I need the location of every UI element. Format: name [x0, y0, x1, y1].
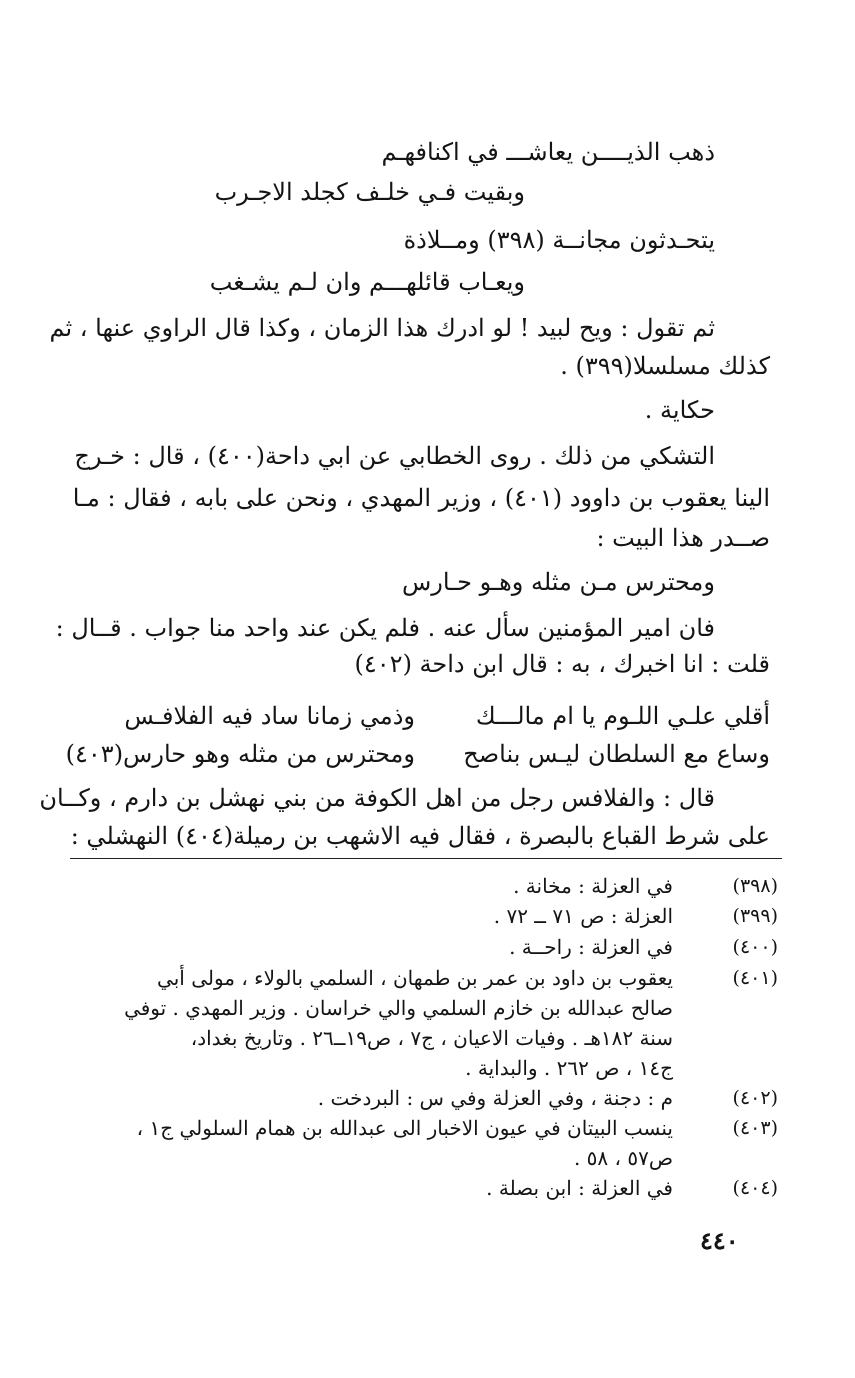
para3-line2: قلت : انا اخبرك ، به : قال ابن داحة (٤٠٢) [354, 650, 770, 678]
para2-line2: الينا يعقوب بن داوود (٤٠١) ، وزير المهدي ، ونحن على بابه ، فقال : مـا [72, 484, 770, 512]
verse-single: ومحترس مـن مثله وهـو حـارس [401, 568, 715, 596]
para1-line1: ثم تقول : ويح لبيد ! لو ادرك هذا الزمان ، وكذا قال الراوي عنها ، ثم [49, 314, 715, 342]
para3-line1: فان امير المؤمنين سأل عنه . فلم يكن عند واحد منا جواب . قــال : [55, 614, 715, 642]
page-number: ٤٤٠ [700, 1226, 739, 1255]
para2-line1: التشكي من ذلك . روى الخطابي عن ابي داحة(٤٠٠) ، قال : خـرج [74, 442, 715, 470]
footnote-number: (٣٩٨) [732, 875, 778, 897]
poem1-line3: يتحـدثون مجانــة (٣٩٨) ومــلاذة [403, 226, 715, 254]
footnote-text: صالح عبدالله بن خازم السلمي والي خراسان . وزير المهدي . توفي [124, 996, 673, 1020]
para4-line1: قال : والفلافس رجل من اهل الكوفة من بني نهشل بن دارم ، وكــان [39, 784, 715, 812]
footnote-separator [70, 858, 782, 859]
footnote-text: في العزلة : ابن بصلة . [486, 1176, 673, 1200]
poem1-line2: وبقيت فـي خلـف كجلد الاجـرب [214, 178, 525, 206]
poem2-row1-right: أقلي علـي اللـوم يا ام مالـــك [475, 702, 770, 730]
poem1-line4: ويعـاب قائلهـــم وان لـم يشـغب [209, 268, 525, 296]
footnote-text: ص٥٧ ، ٥٨ . [573, 1146, 673, 1170]
footnote-text: في العزلة : مخانة . [513, 874, 673, 898]
poem2-row1-left: وذمي زمانا ساد فيه الفلافـس [124, 702, 415, 730]
section-heading: حكاية . [644, 396, 715, 424]
poem1-line1: ذهب الذيــــن يعاشـــ في اكنافهـم [381, 138, 715, 166]
footnote-number: (٤٠٢) [732, 1087, 778, 1109]
footnote-number: (٤٠٣) [732, 1117, 778, 1139]
poem2-row2-right: وساع مع السلطان ليـس بناصح [463, 740, 770, 768]
footnote-text: في العزلة : راحــة . [509, 935, 673, 959]
footnote-text: ينسب البيتان في عيون الاخبار الى عبدالله بن همام السلولي ج١ ، [136, 1116, 673, 1140]
footnote-number: (٣٩٩) [732, 905, 778, 927]
footnote-number: (٤٠٤) [732, 1177, 778, 1199]
footnote-number: (٤٠١) [732, 967, 778, 989]
para2-line3: صــدر هذا البيت : [596, 524, 770, 552]
footnote-text: يعقوب بن داود بن عمر بن طمهان ، السلمي بالولاء ، مولى أبي [157, 966, 673, 990]
footnote-text: م : دجنة ، وفي العزلة وفي س : البردخت . [317, 1086, 673, 1110]
para4-line2: على شرط القباع بالبصرة ، فقال فيه الاشهب بن رميلة(٤٠٤) النهشلي : [70, 822, 770, 850]
footnote-number: (٤٠٠) [732, 936, 778, 958]
footnote-text: سنة ١٨٢هـ . وفيات الاعيان ، ج٧ ، ص١٩ــ٢٦ . وتاريخ بغداد، [190, 1026, 673, 1050]
footnote-text: ج١٤ ، ص ٢٦٢ . والبداية . [465, 1056, 673, 1080]
poem2-row2-left: ومحترس من مثله وهو حارس(٤٠٣) [65, 740, 415, 768]
para1-line2: كذلك مسلسلا(٣٩٩) . [560, 352, 770, 380]
footnote-text: العزلة : ص ٧١ ــ ٧٢ . [493, 904, 673, 928]
